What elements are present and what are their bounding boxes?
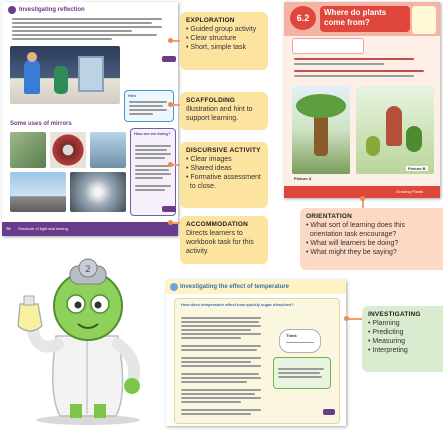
callout-exploration [180, 12, 268, 70]
section-heading: Some uses of mirrors [10, 121, 72, 127]
page-heading-bar [8, 6, 118, 14]
title-line: Where do plants [324, 8, 387, 17]
callout-title: EXPLORATION [186, 17, 235, 24]
hint-label: Hint [128, 93, 136, 98]
callout-item: • Shared ideas [186, 165, 232, 172]
think-label: Think [286, 333, 297, 338]
connector-dot [168, 38, 173, 43]
connector-dot [360, 196, 365, 201]
page-heading: Investigating reflection [19, 7, 85, 13]
assessment-label: How are we doing? [134, 131, 171, 136]
connector-dot [168, 162, 173, 167]
page-number: 70 [6, 226, 11, 231]
tip-box [273, 357, 331, 389]
callout-item: • Guided group activity [186, 26, 257, 33]
connector-dot [344, 316, 349, 321]
picture-a-label: Picture A [294, 176, 312, 181]
callout-text: activity. [186, 248, 209, 255]
unit-badge: 6.2 [290, 6, 316, 30]
assessment-box [130, 128, 176, 216]
activity-tag [162, 56, 176, 62]
callout-title: SCAFFOLDING [186, 97, 236, 104]
callout-accommodation [180, 216, 268, 264]
footer-text: Growing Plants [396, 189, 424, 194]
scientist-mascot-illustration [8, 244, 158, 426]
callout-item: • Clear images [186, 156, 232, 163]
callout-item: • What will learners be doing? [306, 240, 399, 247]
callout-item: • Clear structure [186, 35, 237, 42]
callout-item: • Planning [368, 320, 400, 327]
connector-dot [168, 220, 173, 225]
activity-tag [162, 206, 176, 212]
callout-title: DISCURSIVE ACTIVITY [186, 147, 261, 154]
callout-item: to close. [186, 183, 216, 190]
mirror-photo-1 [10, 132, 46, 168]
callout-title: ACCOMMODATION [186, 221, 249, 228]
plant-picture-a [292, 86, 350, 174]
callout-investigating [362, 306, 443, 372]
callout-text: Illustration and hint to [186, 106, 253, 113]
callout-title: ORIENTATION [306, 213, 353, 220]
callout-item: • Interpreting [368, 347, 408, 354]
hint-box [124, 90, 174, 122]
mirror-photo-5 [70, 172, 126, 212]
callout-item: • Measuring [368, 338, 406, 345]
plant-picture-b [356, 86, 434, 174]
callout-text: support learning. [186, 115, 239, 122]
title-line: come from? [324, 18, 370, 27]
think-bubble [279, 329, 321, 353]
callout-discursive [180, 142, 268, 208]
callout-text: Directs learners to [186, 230, 243, 237]
picture-b-label: Picture B [408, 166, 426, 171]
callout-item: • Predicting [368, 329, 404, 336]
callout-item: • Short, simple task [186, 44, 247, 51]
page-title [320, 6, 410, 32]
svg-text:2: 2 [85, 265, 91, 275]
question-text: How does temperature affect how quickly sugar dissolves? [181, 302, 294, 307]
mirror-photo-3 [90, 132, 126, 168]
callout-item: • What sort of learning does this [306, 222, 405, 229]
question-box [174, 298, 340, 424]
connector-dot [168, 102, 173, 107]
callout-item: • What might they be saying? [306, 249, 397, 256]
mirror-activity-illustration [10, 46, 120, 104]
callout-title: INVESTIGATING [368, 311, 421, 318]
page-heading: Investigating the effect of temperature [180, 284, 290, 290]
textbook-page-reflection [2, 2, 178, 236]
callout-scaffolding [180, 92, 268, 130]
page-footer [2, 222, 178, 236]
footer-text: Structure of light and seeing [18, 226, 68, 231]
callout-item: • Formative assessment [186, 174, 261, 181]
mirror-photo-2 [50, 132, 86, 168]
callout-text: workbook task for this [186, 239, 254, 246]
textbook-page-plants [284, 2, 440, 198]
textbook-page-temperature [166, 280, 346, 426]
callout-item: orientation task encourage? [306, 231, 397, 238]
callout-orientation [300, 208, 443, 270]
mirror-photo-4 [10, 172, 66, 212]
